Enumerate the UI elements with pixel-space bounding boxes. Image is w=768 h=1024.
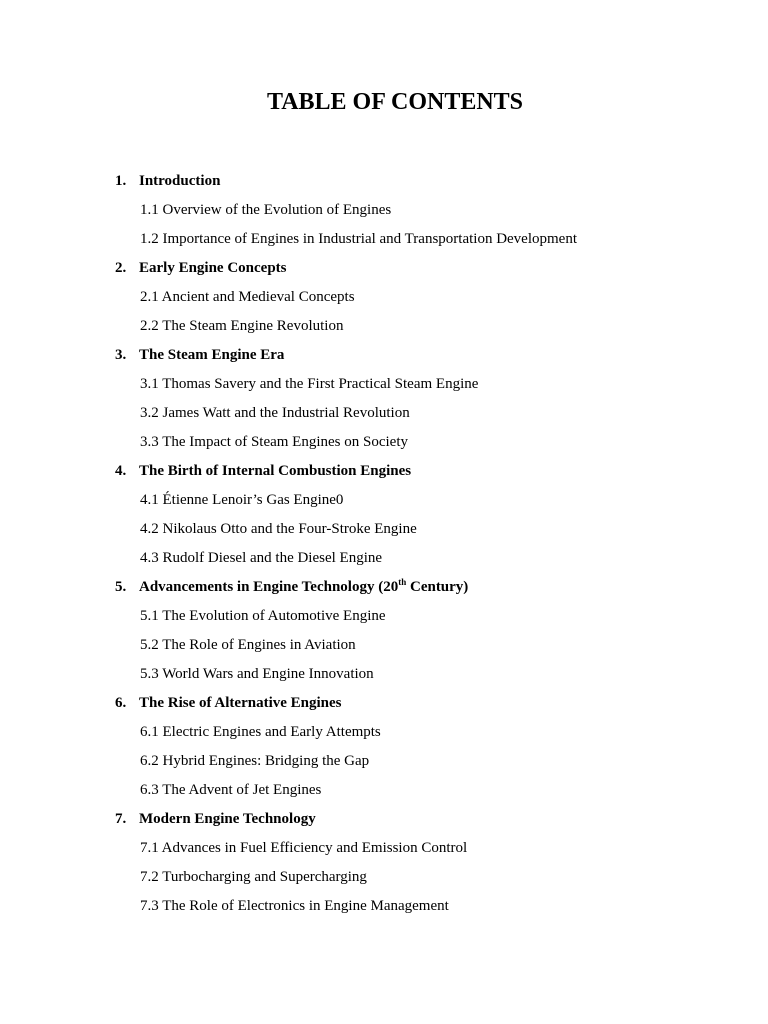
toc-subsection xyxy=(0,515,768,544)
toc-section-heading xyxy=(0,341,768,370)
toc-section-heading xyxy=(0,254,768,283)
table-of-contents xyxy=(0,167,768,921)
toc-subsection xyxy=(0,283,768,312)
toc-subsection xyxy=(0,747,768,776)
toc-subsection-text: 4.1 Étienne Lenoir’s Gas Engine0 xyxy=(140,492,344,508)
toc-section-title xyxy=(139,341,284,370)
toc-subsection xyxy=(0,602,768,631)
toc-section-number: 6. xyxy=(115,695,127,711)
toc-subsection xyxy=(0,225,768,254)
toc-subsection xyxy=(0,660,768,689)
toc-subsection-text: 1.2 Importance of Engines in Industrial and Transportation Development xyxy=(140,231,577,247)
toc-section-title-superscript: th xyxy=(398,577,407,587)
toc-subsection xyxy=(0,428,768,457)
toc-section-heading xyxy=(0,805,768,834)
toc-subsection xyxy=(0,486,768,515)
toc-section-title-text: The Steam Engine Era xyxy=(139,347,285,363)
toc-subsection xyxy=(0,399,768,428)
toc-subsection-text: 6.1 Electric Engines and Early Attempts xyxy=(140,724,381,740)
toc-section-number: 1. xyxy=(115,173,127,189)
toc-section-title xyxy=(139,254,287,283)
toc-section-heading xyxy=(0,689,768,718)
toc-section-title-text: Early Engine Concepts xyxy=(139,260,287,276)
toc-subsection-text: 4.3 Rudolf Diesel and the Diesel Engine xyxy=(140,550,383,566)
toc-section-number: 5. xyxy=(115,579,127,595)
toc-subsection-text: 5.1 The Evolution of Automotive Engine xyxy=(140,608,386,624)
toc-section-title-text: The Rise of Alternative Engines xyxy=(139,695,342,711)
toc-subsection-text: 6.3 The Advent of Jet Engines xyxy=(140,782,322,798)
toc-section-number: 7. xyxy=(115,811,127,827)
toc-subsection-text: 5.2 The Role of Engines in Aviation xyxy=(140,637,356,653)
toc-section-number: 3. xyxy=(115,347,127,363)
toc-subsection xyxy=(0,863,768,892)
toc-subsection xyxy=(0,834,768,863)
toc-subsection-text: 7.2 Turbocharging and Supercharging xyxy=(140,869,367,885)
toc-section-title-suffix: Century) xyxy=(406,579,469,595)
toc-subsection-text: 6.2 Hybrid Engines: Bridging the Gap xyxy=(140,753,370,769)
toc-subsection xyxy=(0,892,768,921)
toc-subsection xyxy=(0,544,768,573)
toc-section-title xyxy=(139,805,316,834)
toc-section-title-text: Introduction xyxy=(139,173,221,189)
toc-section-title-text: Modern Engine Technology xyxy=(139,811,316,827)
toc-subsection xyxy=(0,196,768,225)
toc-section-title xyxy=(139,689,342,718)
toc-subsection-text: 3.1 Thomas Savery and the First Practical Steam Engine xyxy=(140,376,479,392)
toc-section-title xyxy=(139,573,468,602)
toc-subsection-text: 3.3 The Impact of Steam Engines on Society xyxy=(140,434,409,450)
toc-section-title-text: The Birth of Internal Combustion Engines xyxy=(139,463,412,479)
toc-subsection-text: 5.3 World Wars and Engine Innovation xyxy=(140,666,374,682)
toc-subsection-text: 7.1 Advances in Fuel Efficiency and Emission Control xyxy=(140,840,468,856)
toc-section-heading xyxy=(0,167,768,196)
toc-section-number: 2. xyxy=(115,260,127,276)
toc-section-title xyxy=(139,167,220,196)
toc-subsection xyxy=(0,776,768,805)
toc-subsection-text: 7.3 The Role of Electronics in Engine Management xyxy=(140,898,449,914)
toc-section-title-text: Advancements in Engine Technology (20 xyxy=(139,579,399,595)
toc-subsection-text: 4.2 Nikolaus Otto and the Four-Stroke Engine xyxy=(140,521,417,537)
toc-section-number: 4. xyxy=(115,463,127,479)
toc-subsection xyxy=(0,370,768,399)
toc-section-heading xyxy=(0,573,768,602)
toc-subsection xyxy=(0,312,768,341)
toc-subsection-text: 3.2 James Watt and the Industrial Revolution xyxy=(140,405,410,421)
toc-subsection xyxy=(0,631,768,660)
toc-section-heading xyxy=(0,457,768,486)
toc-subsection-text: 2.2 The Steam Engine Revolution xyxy=(140,318,344,334)
toc-subsection-text: 1.1 Overview of the Evolution of Engines xyxy=(140,202,392,218)
toc-section-title xyxy=(139,457,411,486)
toc-subsection xyxy=(0,718,768,747)
page-title: TABLE OF CONTENTS xyxy=(266,89,524,115)
toc-subsection-text: 2.1 Ancient and Medieval Concepts xyxy=(140,289,355,305)
